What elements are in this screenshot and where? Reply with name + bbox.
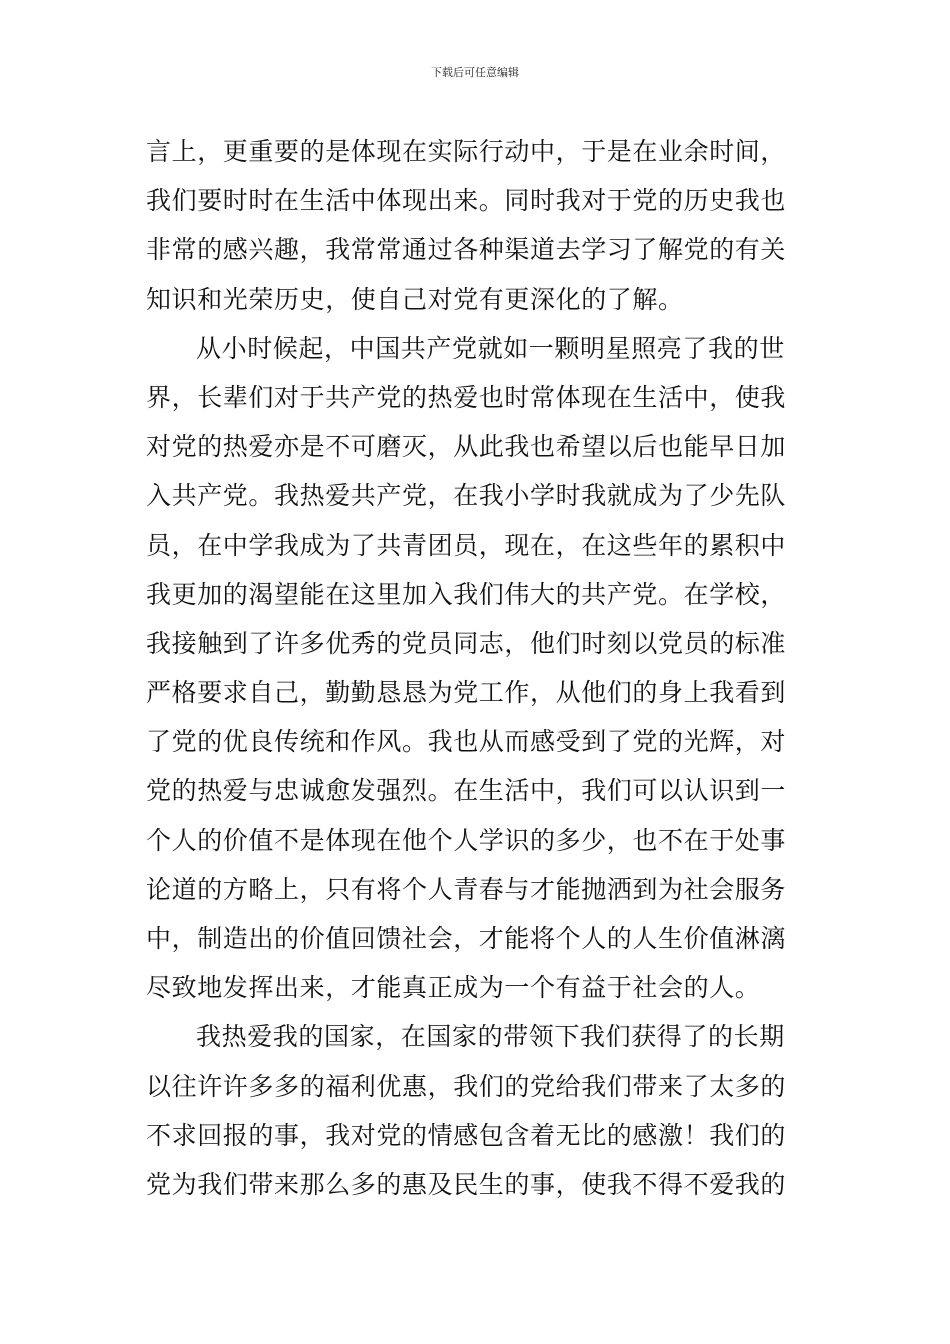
text-line: 个人的价值不是体现在他个人学识的多少，也不在于处事 (146, 825, 787, 855)
text-line: 非常的感兴趣，我常常通过各种渠道去学习了解党的有关 (146, 235, 787, 265)
text-line: 界，长辈们对于共产党的热爱也时常体现在生活中，使我 (146, 382, 787, 412)
text-line: 对党的热爱亦是不可磨灭，从此我也希望以后也能早日加 (146, 432, 787, 462)
text-line: 从小时候起，中国共产党就如一颗明星照亮了我的世 (196, 333, 785, 363)
text-line: 我接触到了许多优秀的党员同志，他们时刻以党员的标准 (146, 628, 787, 658)
text-line: 中，制造出的价值回馈社会，才能将个人的人生价值淋漓 (146, 924, 787, 953)
text-line: 党的热爱与忠诚愈发强烈。在生活中，我们可以认识到一 (146, 776, 787, 806)
text-line: 了党的优良传统和作风。我也从而感受到了党的光辉，对 (146, 727, 787, 757)
text-line: 不求回报的事，我对党的情感包含着无比的感激！我们的 (146, 1120, 787, 1150)
paragraph (146, 127, 826, 324)
text-line: 入共产党。我热爱共产党，在我小学时我就成为了少先队 (146, 481, 787, 511)
text-line: 员，在中学我成为了共青团员，现在，在这些年的累积中 (146, 530, 787, 560)
text-line: 言上，更重要的是体现在实际行动中，于是在业余时间， (146, 137, 787, 166)
text-line: 论道的方略上，只有将个人青春与才能抛洒到为社会服务 (146, 874, 787, 904)
text-line: 知识和光荣历史，使自己对党有更深化的了解。 (146, 284, 684, 314)
text-line: 我热爱我的国家，在国家的带领下我们获得了的长期 (196, 1022, 785, 1052)
page-header: 下载后可任意编辑 (431, 66, 519, 79)
text-line: 尽致地发挥出来，才能真正成为一个有益于社会的人。 (146, 973, 761, 1003)
paragraph (146, 324, 826, 1013)
document-body (146, 127, 826, 1209)
paragraph (146, 1012, 826, 1209)
text-line: 严格要求自己，勤勤恳恳为党工作，从他们的身上我看到 (146, 678, 787, 708)
text-line: 我更加的渴望能在这里加入我们伟大的共产党。在学校， (146, 579, 787, 609)
text-line: 我们要时时在生活中体现出来。同时我对于党的历史我也 (146, 186, 787, 216)
text-line: 党为我们带来那么多的惠及民生的事，使我不得不爱我的 (146, 1169, 787, 1199)
text-line: 以往许许多多的福利优惠，我们的党给我们带来了太多的 (146, 1071, 787, 1101)
